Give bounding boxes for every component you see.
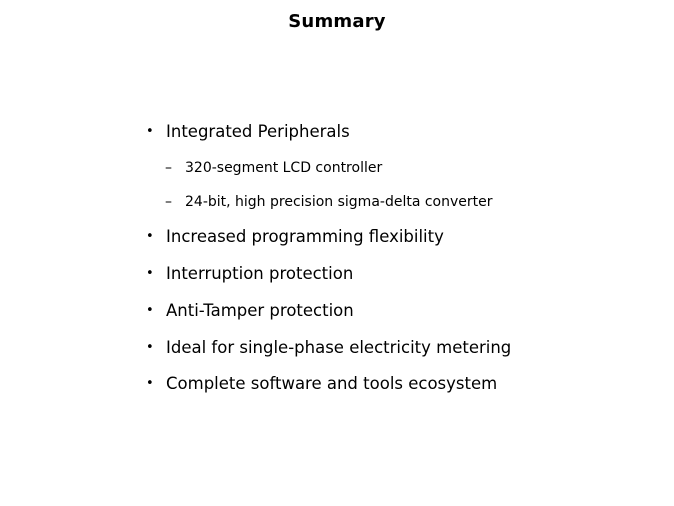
bullet-text: Integrated Peripherals bbox=[166, 122, 350, 141]
bullet-marker: • bbox=[146, 229, 154, 244]
bullet-text: Interruption protection bbox=[166, 264, 354, 283]
bullet-text: Increased programming flexibility bbox=[166, 227, 444, 246]
sub-bullet-text: 320-segment LCD controller bbox=[185, 160, 383, 176]
bullet-marker: • bbox=[146, 303, 154, 318]
bullet-marker: • bbox=[146, 340, 154, 355]
bullet-text: Ideal for single-phase electricity metering bbox=[166, 338, 512, 357]
bullet-marker: • bbox=[146, 124, 154, 139]
bullet-text: Anti-Tamper protection bbox=[166, 301, 354, 320]
bullet-text: Complete software and tools ecosystem bbox=[166, 374, 498, 393]
slide-title: Summary bbox=[288, 11, 386, 32]
bullet-marker: • bbox=[146, 266, 154, 281]
dash-marker: – bbox=[165, 160, 172, 176]
sub-bullet-text: 24-bit, high precision sigma-delta converter bbox=[185, 194, 493, 210]
bullet-marker: • bbox=[146, 376, 154, 391]
dash-marker: – bbox=[165, 194, 172, 210]
